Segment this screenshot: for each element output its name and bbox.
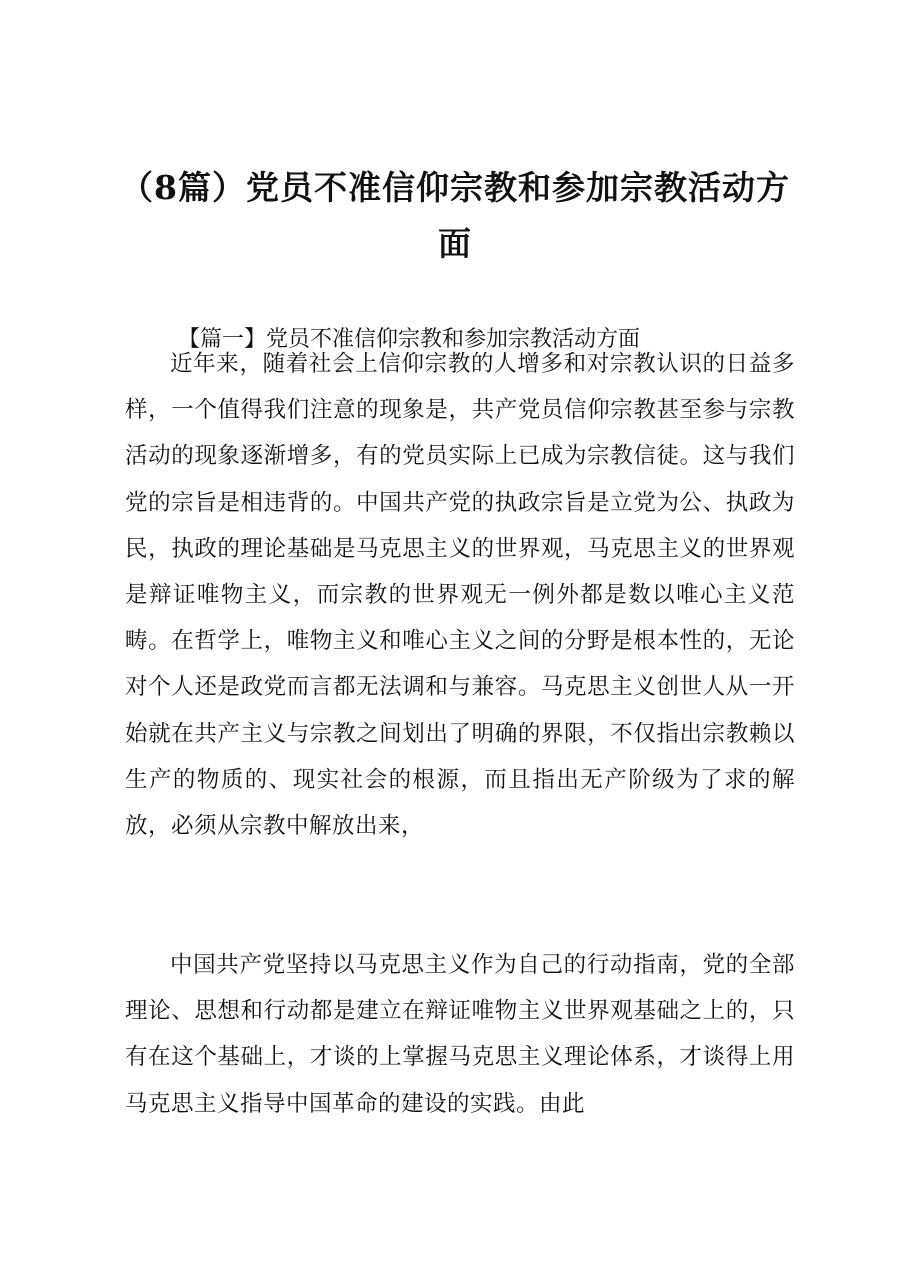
document-title: （8篇）党员不准信仰宗教和参加宗教活动方面 [120, 168, 790, 263]
section-heading: 【篇一】党员不准信仰宗教和参加宗教活动方面 [178, 327, 641, 352]
body-paragraph-1: 近年来，随着社会上信仰宗教的人增多和对宗教认识的日益多样，一个值得我们注意的现象是，共产党员信仰宗教甚至参与宗教活动的现象逐渐增多，有的党员实际上已成为宗教信徒。这与我们党的宗旨是相违背的。中国共产党的执政宗旨是立党为公、执政为民，执政的理论基础是马克思主义的世界观，马克思主义的世界观是辩证唯物主义，而宗教的世界观无一例外都是数以唯心主义范畴。在哲学上，唯物主义和唯心主义之间的分野是根本性的，无论对个人还是政党而言都无法调和与兼容。马克思主义创世人从一开始就在共产主义与宗教之间划出了明确的界限，不仅指出宗教赖以生产的物质的、现实社会的根源，而且指出无产阶级为了求的解放，必须从宗教中解放出来， [125, 351, 795, 840]
body-paragraph-2: 中国共产党坚持以马克思主义作为自己的行动指南，党的全部理论、思想和行动都是建立在辩证唯物主义世界观基础之上的，只有在这个基础上，才谈的上掌握马克思主义理论体系，才谈得上用马克思主义指导中国革命的建设的实践。由此 [125, 952, 795, 1117]
